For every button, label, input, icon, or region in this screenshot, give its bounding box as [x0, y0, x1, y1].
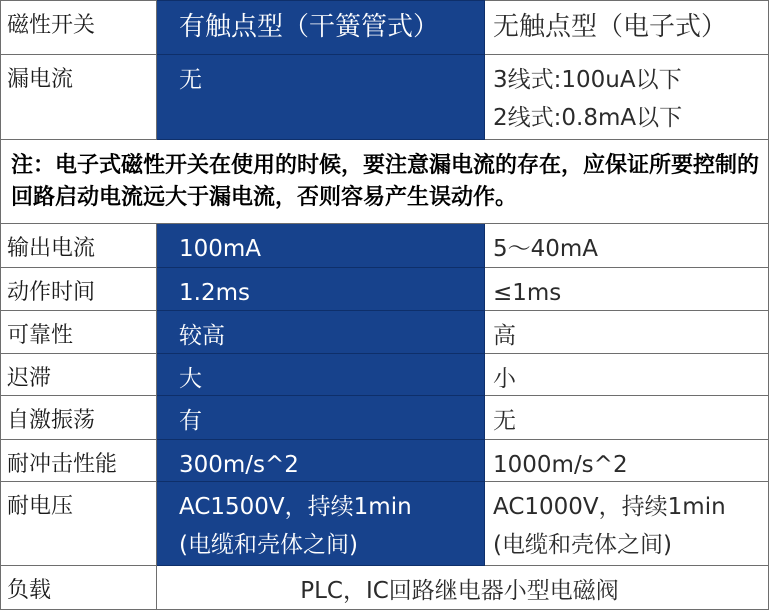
- cell-reliability-contactless: 高: [485, 311, 769, 354]
- row-label-withstand-voltage: 耐电压: [0, 482, 157, 566]
- cell-hysteresis-contactless: 小: [485, 354, 769, 396]
- withstand-contact-line2: (电缆和壳体之间): [179, 532, 358, 558]
- withstand-contact-line1: AC1500V，持续1min: [179, 494, 412, 520]
- row-label-load: 负载: [0, 566, 157, 610]
- cell-leakage-contactless: [485, 55, 769, 140]
- withstand-contactless-line2: (电缆和壳体之间): [493, 532, 672, 558]
- cell-action-time-contact: 1.2ms: [157, 268, 485, 311]
- cell-shock-resistance-contactless: 1000m/s^2: [485, 440, 769, 482]
- note-text: 注：电子式磁性开关在使用的时候，要注意漏电流的存在，应保证所要控制的回路启动电流远大于漏电流，否则容易产生误动作。: [0, 140, 769, 224]
- cell-shock-resistance-contact: 300m/s^2: [157, 440, 485, 482]
- row-label-hysteresis: 迟滞: [0, 354, 157, 396]
- header-contactless-type: 无触点型（电子式）: [485, 0, 769, 55]
- leakage-2wire: 2线式:0.8mA以下: [493, 105, 683, 131]
- cell-leakage-contact: 无: [157, 55, 485, 140]
- cell-hysteresis-contact: 大: [157, 354, 485, 396]
- header-label: 磁性开关: [0, 0, 157, 55]
- cell-load-value: PLC，IC回路继电器小型电磁阀: [157, 566, 769, 610]
- cell-output-current-contact: 100mA: [157, 224, 485, 268]
- leakage-3wire: 3线式:100uA以下: [493, 67, 682, 93]
- cell-self-oscillation-contactless: 无: [485, 396, 769, 440]
- row-label-shock-resistance: 耐冲击性能: [0, 440, 157, 482]
- row-label-leakage: 漏电流: [0, 55, 157, 140]
- cell-withstand-voltage-contactless: [485, 482, 769, 566]
- cell-output-current-contactless: 5～40mA: [485, 224, 769, 268]
- row-label-reliability: 可靠性: [0, 311, 157, 354]
- row-label-output-current: 输出电流: [0, 224, 157, 268]
- header-contact-type: 有触点型（干簧管式）: [157, 0, 485, 55]
- cell-self-oscillation-contact: 有: [157, 396, 485, 440]
- row-label-action-time: 动作时间: [0, 268, 157, 311]
- row-label-self-oscillation: 自激振荡: [0, 396, 157, 440]
- cell-action-time-contactless: ≤1ms: [485, 268, 769, 311]
- withstand-contactless-line1: AC1000V，持续1min: [493, 494, 726, 520]
- cell-withstand-voltage-contact: [157, 482, 485, 566]
- cell-reliability-contact: 较高: [157, 311, 485, 354]
